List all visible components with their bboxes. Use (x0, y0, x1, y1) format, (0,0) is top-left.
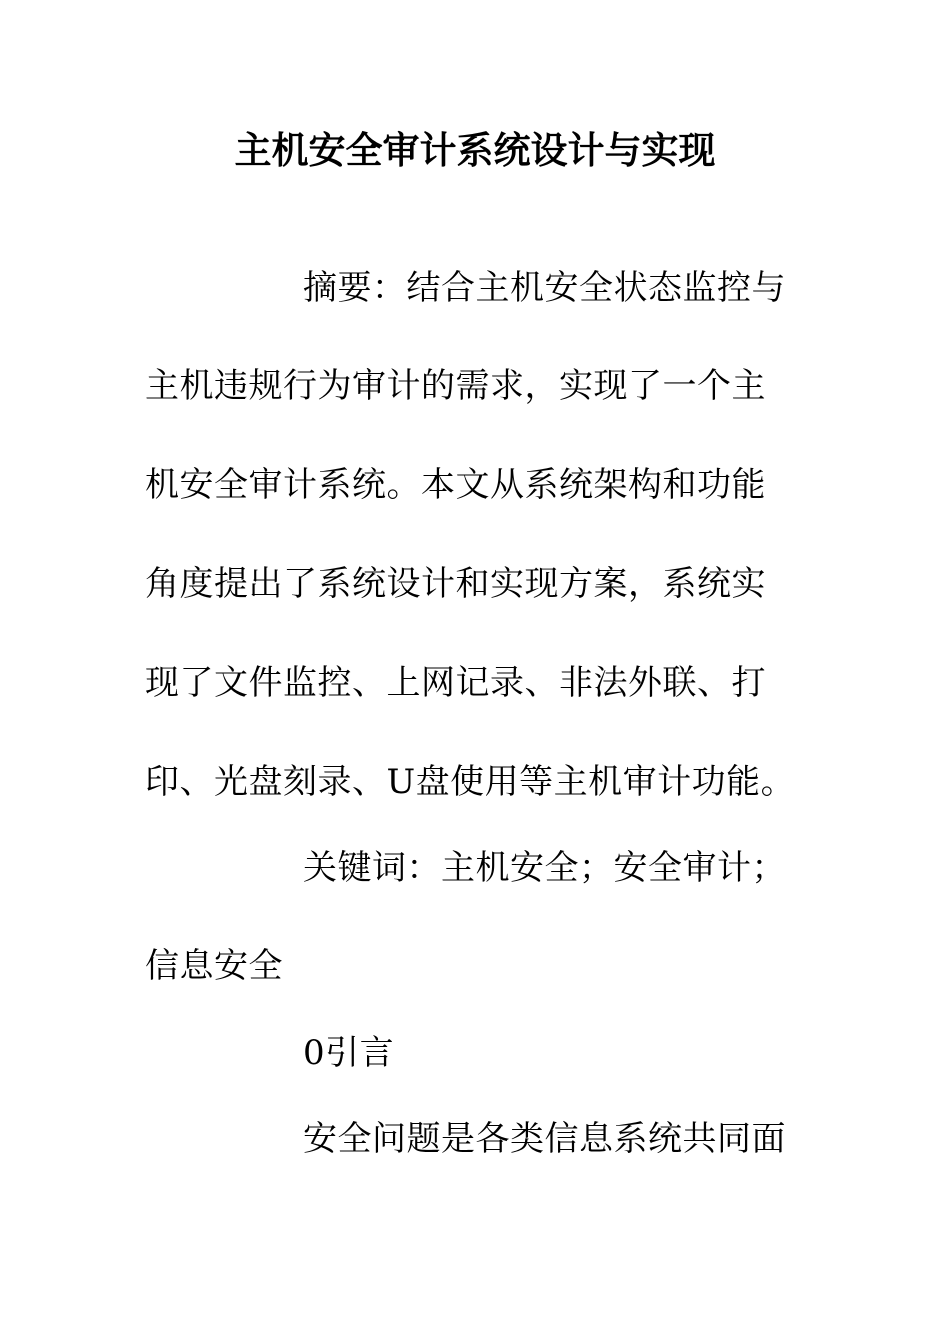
abstract-line: 角度提出了系统设计和实现方案，系统实 (145, 564, 766, 604)
section-heading: 0引言 (303, 1033, 395, 1073)
abstract-line: 机安全审计系统。本文从系统架构和功能 (145, 465, 766, 505)
abstract-line: 印、光盘刻录、U盘使用等主机审计功能。 (145, 762, 796, 802)
abstract-line: 主机违规行为审计的需求，实现了一个主 (145, 366, 766, 406)
abstract-line: 现了文件监控、上网记录、非法外联、打 (145, 663, 766, 703)
keywords-line: 信息安全 (145, 946, 283, 986)
document-title: 主机安全审计系统设计与实现 (234, 129, 716, 172)
keywords-line: 关键词：主机安全；安全审计； (303, 848, 786, 888)
intro-paragraph-line: 安全问题是各类信息系统共同面 (303, 1119, 786, 1159)
abstract-line: 摘要：结合主机安全状态监控与 (303, 268, 786, 308)
